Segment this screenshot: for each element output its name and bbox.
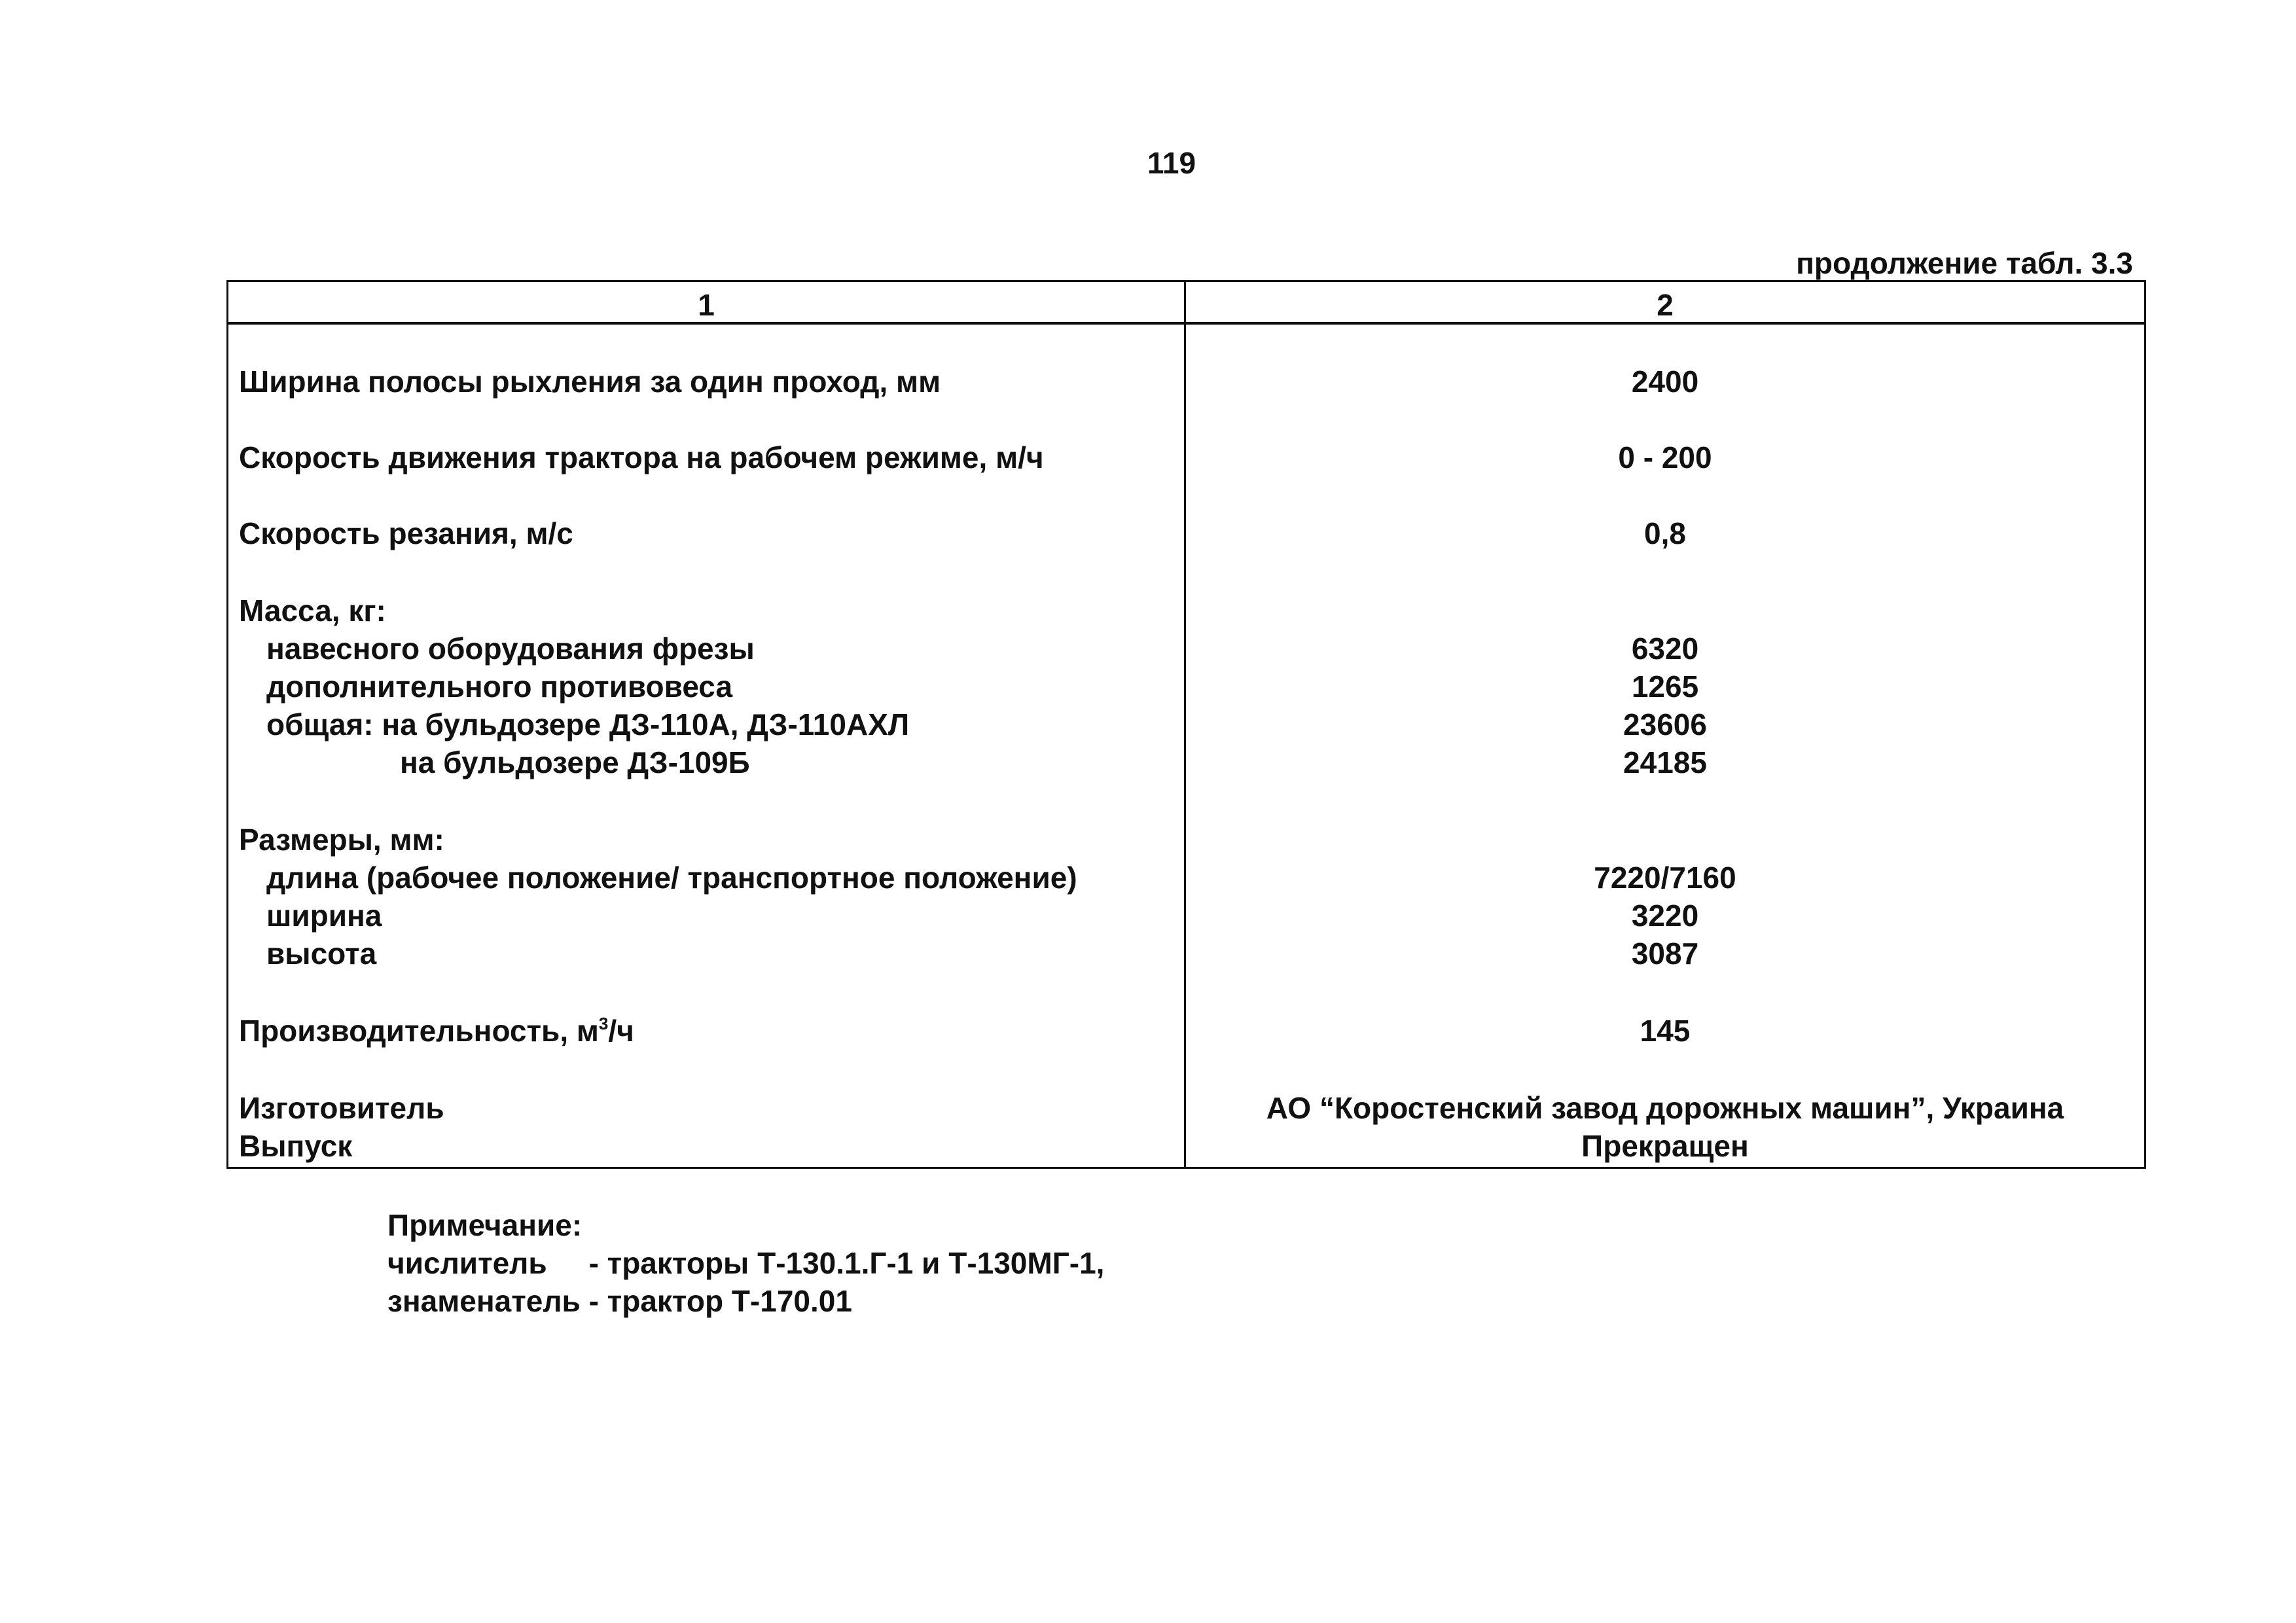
row-value: 0 - 200: [1618, 440, 1712, 474]
table-row-dims-title: [228, 821, 2144, 859]
footnote-line: знаменатель - трактор Т-170.01: [387, 1284, 852, 1318]
table-row-dims-length: [228, 859, 2144, 897]
row-label: длина (рабочее положение/ транспортное положение): [266, 861, 1077, 895]
footnote-title: Примечание:: [387, 1208, 583, 1242]
spec-table: [226, 280, 2146, 1169]
productivity-label-prefix: Производительность, м: [239, 1014, 599, 1048]
row-label: Скорость резания, м/с: [239, 516, 573, 550]
column-header-1: 1: [698, 288, 715, 322]
row-value: 6320: [1631, 632, 1699, 666]
row-label: на бульдозере ДЗ-109Б: [400, 745, 750, 779]
row-label: навесного оборудования фрезы: [266, 632, 755, 666]
table-row-cut-speed: [228, 514, 2144, 552]
table-row-manufacturer: [228, 1089, 2144, 1127]
row-value: 0,8: [1644, 516, 1686, 550]
table-row-release: [228, 1127, 2144, 1165]
row-value: 3087: [1631, 936, 1699, 971]
row-label: Скорость движения трактора на рабочем режиме, м/ч: [239, 440, 1044, 474]
row-value: 145: [1640, 1014, 1691, 1048]
row-label: Размеры, мм:: [239, 823, 444, 857]
row-value: 7220/7160: [1594, 861, 1736, 895]
table-row-mass-counterweight: [228, 668, 2144, 705]
row-value: АО “Коростенский завод дорожных машин”, Украина: [1266, 1091, 2064, 1125]
row-label: ширина: [266, 899, 382, 933]
row-label: Изготовитель: [239, 1091, 444, 1125]
row-value: 1265: [1631, 669, 1699, 704]
column-header-2: 2: [1657, 288, 1674, 322]
row-label: Выпуск: [239, 1129, 353, 1163]
table-row-mass-total-2: [228, 743, 2144, 781]
table-row-speed: [228, 438, 2144, 476]
page-number: 119: [1147, 146, 1196, 180]
table-row-productivity: [228, 1012, 2144, 1050]
row-value: Прекращен: [1581, 1129, 1749, 1163]
row-value: 3220: [1631, 899, 1699, 933]
row-label: высота: [266, 936, 377, 971]
row-value: 2400: [1631, 365, 1699, 399]
footnote: [387, 1206, 1104, 1320]
table-row-mass-title: [228, 592, 2144, 630]
row-label: [239, 1012, 634, 1050]
row-label: общая: на бульдозере ДЗ-110А, ДЗ-110АХЛ: [266, 707, 910, 741]
productivity-label-suffix: /ч: [608, 1014, 634, 1048]
row-label: Масса, кг:: [239, 594, 386, 628]
row-value: 23606: [1623, 707, 1707, 741]
row-label: Ширина полосы рыхления за один проход, мм: [239, 365, 941, 399]
table-row-width: [228, 363, 2144, 401]
footnote-line: числитель - тракторы Т-130.1.Г-1 и Т-130МГ-1,: [387, 1246, 1105, 1280]
table-row-mass-mill: [228, 630, 2144, 668]
table-row-dims-width: [228, 897, 2144, 935]
row-value: 24185: [1623, 745, 1707, 779]
table-row-dims-height: [228, 935, 2144, 972]
row-label: дополнительного противовеса: [266, 669, 733, 704]
table-row-mass-total-1: [228, 705, 2144, 743]
productivity-label-superscript: 3: [598, 1014, 609, 1033]
table-continuation-label: продолжение табл. 3.3: [1796, 246, 2133, 280]
